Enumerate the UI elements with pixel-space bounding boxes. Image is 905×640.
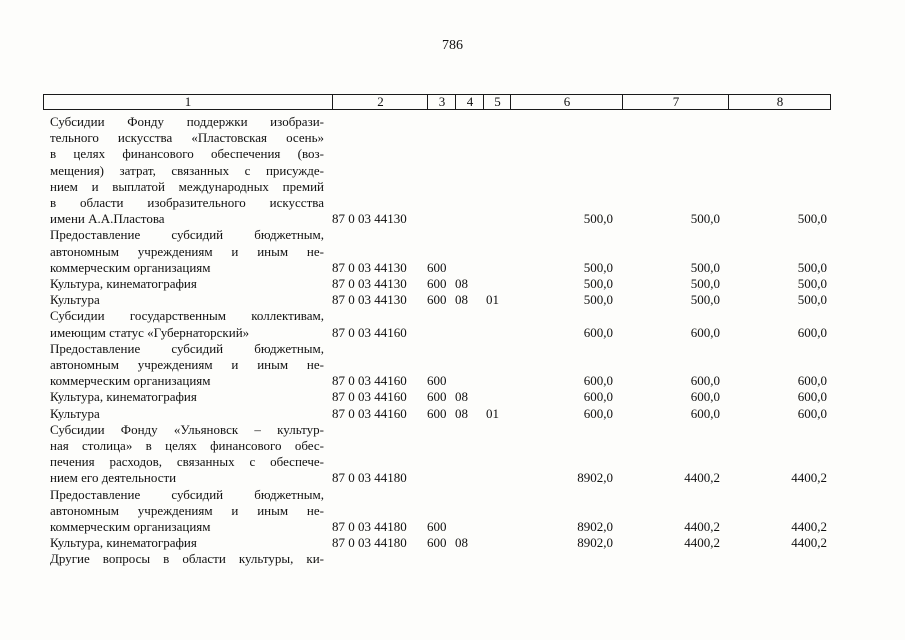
row-col-8: 500,0: [797, 211, 827, 227]
table-row: [0, 276, 905, 292]
page-number: 786: [442, 38, 463, 53]
header-cell-5: 5: [483, 95, 511, 109]
row-description: в целях финансового обеспечения (воз-: [50, 146, 324, 162]
row-col-3: 600: [427, 389, 447, 405]
row-description: Культура: [50, 405, 100, 421]
row-col-3: 600: [427, 535, 447, 551]
table-row: [0, 146, 905, 162]
table-row: [0, 454, 905, 470]
row-col-7: 4400,2: [684, 535, 720, 551]
row-description: Другие вопросы в области культуры, ки-: [50, 551, 324, 567]
row-col-3: 600: [427, 292, 447, 308]
table-header: [43, 94, 831, 110]
table-row: [0, 244, 905, 260]
table-row: [0, 341, 905, 357]
row-col-8: 4400,2: [791, 519, 827, 534]
row-code: 87 0 03 44160: [332, 389, 407, 405]
row-description: Культура, кинематография: [50, 535, 197, 551]
row-description: Культура, кинематография: [50, 276, 197, 291]
header-cell-2: 2: [332, 95, 428, 109]
row-col-7: 500,0: [690, 276, 720, 291]
row-col-6: 500,0: [583, 259, 613, 275]
row-description: тельного искусства «Пластовская осень»: [50, 130, 324, 146]
table-row: [0, 227, 905, 243]
table-row: [0, 163, 905, 179]
row-description: имеющим статус «Губернаторский»: [50, 324, 250, 340]
row-col-3: 600: [427, 276, 447, 291]
row-col-8: 500,0: [797, 276, 827, 291]
row-col-4: 08: [455, 276, 468, 291]
header-cell-7: 7: [622, 95, 729, 109]
row-col-3: 600: [427, 519, 447, 534]
row-description: ная столица» в целях финансового обес-: [50, 438, 324, 453]
table-row: [0, 438, 905, 454]
row-col-6: 8902,0: [577, 470, 613, 486]
table-row: [0, 195, 905, 211]
row-col-8: 500,0: [797, 292, 827, 308]
row-description: автономным учреждениям и иным не-: [50, 243, 324, 259]
row-col-8: 600,0: [797, 324, 827, 340]
row-col-6: 600,0: [583, 389, 613, 405]
row-description: коммерческим организациям: [50, 259, 211, 275]
table-row: [0, 211, 905, 227]
row-code: 87 0 03 44130: [332, 259, 407, 275]
row-col-7: 500,0: [690, 259, 720, 275]
row-description: печения расходов, связанных с обеспече-: [50, 454, 324, 470]
row-col-6: 500,0: [583, 292, 613, 308]
row-col-4: 08: [455, 535, 468, 551]
table-row: [0, 406, 905, 422]
row-description: Субсидии Фонду «Ульяновск – культур-: [50, 421, 324, 437]
row-description: автономным учреждениям и иным не-: [50, 502, 324, 518]
table-row: [0, 422, 905, 438]
row-description: в области изобразительного искусства: [50, 195, 324, 210]
row-col-7: 600,0: [690, 324, 720, 340]
row-code: 87 0 03 44130: [332, 211, 407, 227]
row-description: коммерческим организациям: [50, 519, 211, 534]
header-cell-4: 4: [455, 95, 484, 109]
row-description: Субсидии государственным коллективам,: [50, 308, 324, 324]
row-col-5: 01: [486, 405, 499, 421]
table-row: [0, 551, 905, 567]
table-row: [0, 503, 905, 519]
row-description: Предоставление субсидий бюджетным,: [50, 340, 324, 356]
table-row: [0, 470, 905, 486]
row-description: Предоставление субсидий бюджетным,: [50, 227, 324, 243]
row-col-3: 600: [427, 373, 447, 389]
header-cell-8: 8: [728, 95, 831, 109]
row-description: коммерческим организациям: [50, 373, 211, 389]
row-description: автономным учреждениям и иным не-: [50, 357, 324, 372]
table-row: [0, 389, 905, 405]
row-col-6: 8902,0: [577, 519, 613, 534]
table-row: [0, 325, 905, 341]
row-code: 87 0 03 44160: [332, 324, 407, 340]
row-col-6: 500,0: [583, 276, 613, 291]
row-code: 87 0 03 44130: [332, 292, 407, 308]
table-row: [0, 308, 905, 324]
row-col-4: 08: [455, 292, 468, 308]
row-col-8: 600,0: [797, 373, 827, 389]
row-code: 87 0 03 44180: [332, 535, 407, 551]
row-col-8: 500,0: [797, 259, 827, 275]
row-col-6: 8902,0: [577, 535, 613, 551]
row-col-3: 600: [427, 259, 447, 275]
row-description: Культура, кинематография: [50, 389, 197, 405]
row-col-3: 600: [427, 405, 447, 421]
row-col-6: 600,0: [583, 373, 613, 389]
table-row: [0, 357, 905, 373]
row-col-7: 500,0: [690, 211, 720, 227]
row-description: мещения) затрат, связанных с присужде-: [50, 162, 324, 178]
row-code: 87 0 03 44130: [332, 276, 407, 291]
table-row: [0, 487, 905, 503]
header-cell-1: 1: [184, 94, 192, 109]
table-row: [0, 114, 905, 130]
table-row: [0, 519, 905, 535]
table-row: [0, 179, 905, 195]
row-col-5: 01: [486, 292, 499, 308]
row-code: 87 0 03 44180: [332, 470, 407, 486]
row-col-4: 08: [455, 405, 468, 421]
header-cell-6: 6: [510, 95, 623, 109]
row-description: Предоставление субсидий бюджетным,: [50, 486, 324, 502]
row-description: нием его деятельности: [50, 470, 177, 486]
row-col-4: 08: [455, 389, 468, 405]
table-row: [0, 260, 905, 276]
row-code: 87 0 03 44160: [332, 373, 407, 389]
row-col-8: 4400,2: [791, 535, 827, 551]
row-col-7: 500,0: [690, 292, 720, 308]
row-col-7: 600,0: [690, 405, 720, 421]
table-row: [0, 373, 905, 389]
row-col-7: 4400,2: [684, 470, 720, 486]
header-cell-3: 3: [427, 95, 456, 109]
table-row: [0, 130, 905, 146]
row-col-7: 4400,2: [684, 519, 720, 534]
row-code: 87 0 03 44160: [332, 405, 407, 421]
table-row: [0, 292, 905, 308]
row-col-6: 500,0: [583, 211, 613, 227]
row-col-8: 600,0: [797, 389, 827, 405]
row-col-8: 600,0: [797, 405, 827, 421]
table-row: [0, 535, 905, 551]
row-description: Субсидии Фонду поддержки изобрази-: [50, 114, 324, 129]
row-code: 87 0 03 44180: [332, 519, 407, 534]
row-col-8: 4400,2: [791, 470, 827, 486]
row-col-6: 600,0: [583, 405, 613, 421]
row-description: нием и выплатой международных премий: [50, 178, 324, 194]
row-col-6: 600,0: [583, 324, 613, 340]
row-col-7: 600,0: [690, 373, 720, 389]
row-description: имени А.А.Пластова: [50, 211, 165, 227]
row-description: Культура: [50, 292, 100, 308]
row-col-7: 600,0: [690, 389, 720, 405]
